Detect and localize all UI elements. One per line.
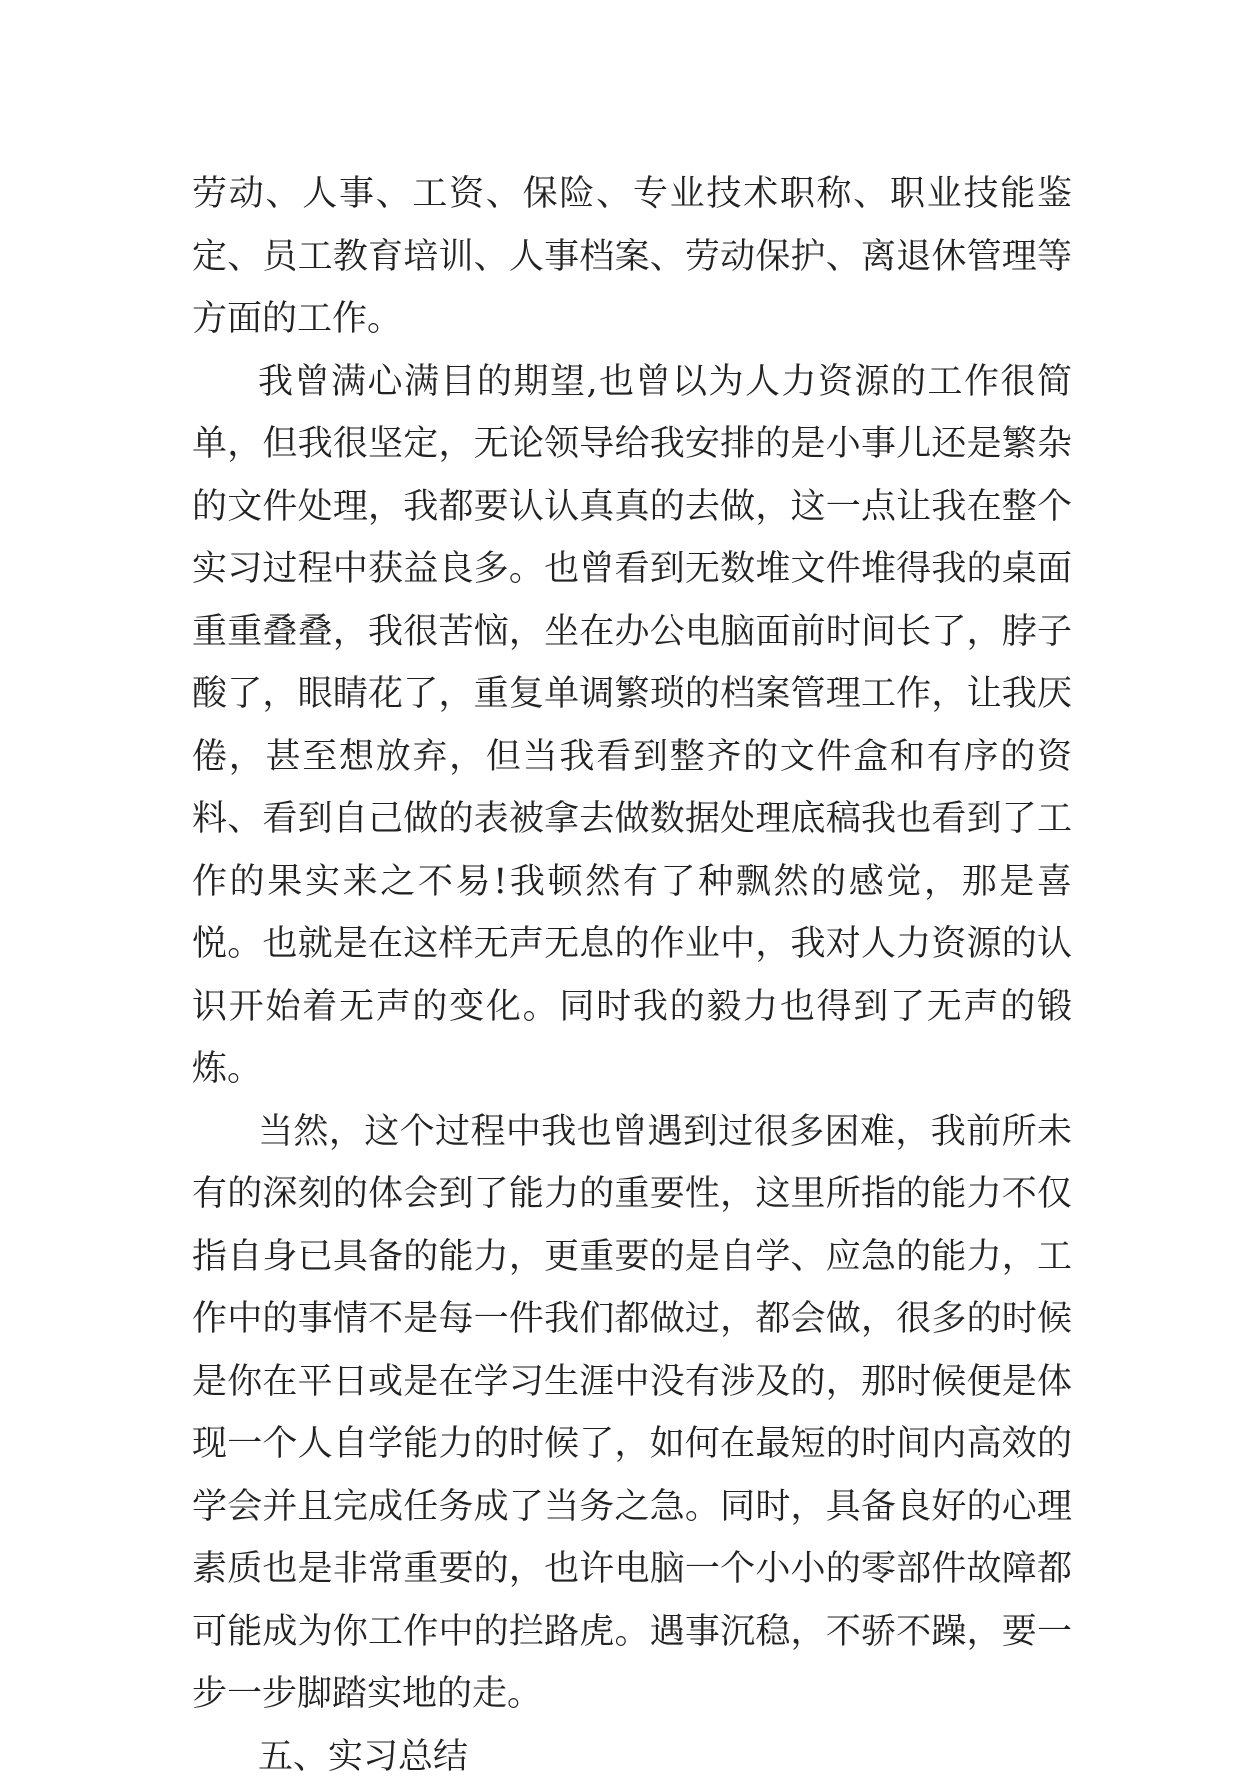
paragraph-internship-experience: 我曾满心满目的期望,也曾以为人力资源的工作很简单，但我很坚定，无论领导给我安排的是小事儿还是繁杂的文件处理，我都要认认真真的去做，这一点让我在整个实习过程中获益良多。也曾看到无数堆文件堆得我的桌面重重叠叠，我很苦恼，坐在办公电脑面前时间长了，脖子酸了，眼睛花了，重复单调繁琐的档案管理工作，让我厌倦，甚至想放弃，但当我看到整齐的文件盒和有序的资料、看到自己做的表被拿去做数据处理底稿我也看到了工作的果实来之不易!我顿然有了种飘然的感觉，那是喜悦。也就是在这样无声无息的作业中，我对人力资源的认识开始着无声的变化。同时我的毅力也得到了无声的锻炼。 <box>192 351 1072 1101</box>
document-body <box>192 163 1072 1788</box>
section-heading: 五、实习总结 <box>192 1726 1072 1788</box>
paragraph-continued: 劳动、人事、工资、保险、专业技术职称、职业技能鉴定、员工教育培训、人事档案、劳动保护、离退休管理等方面的工作。 <box>192 163 1072 351</box>
paragraph-difficulties: 当然，这个过程中我也曾遇到过很多困难，我前所未有的深刻的体会到了能力的重要性，这里所指的能力不仅指自身已具备的能力，更重要的是自学、应急的能力，工作中的事情不是每一件我们都做过，都会做，很多的时候是你在平日或是在学习生涯中没有涉及的，那时候便是体现一个人自学能力的时候了，如何在最短的时间内高效的学会并且完成任务成了当务之急。同时，具备良好的心理素质也是非常重要的，也许电脑一个小小的零部件故障都可能成为你工作中的拦路虎。遇事沉稳，不骄不躁，要一步一步脚踏实地的走。 <box>192 1101 1072 1726</box>
